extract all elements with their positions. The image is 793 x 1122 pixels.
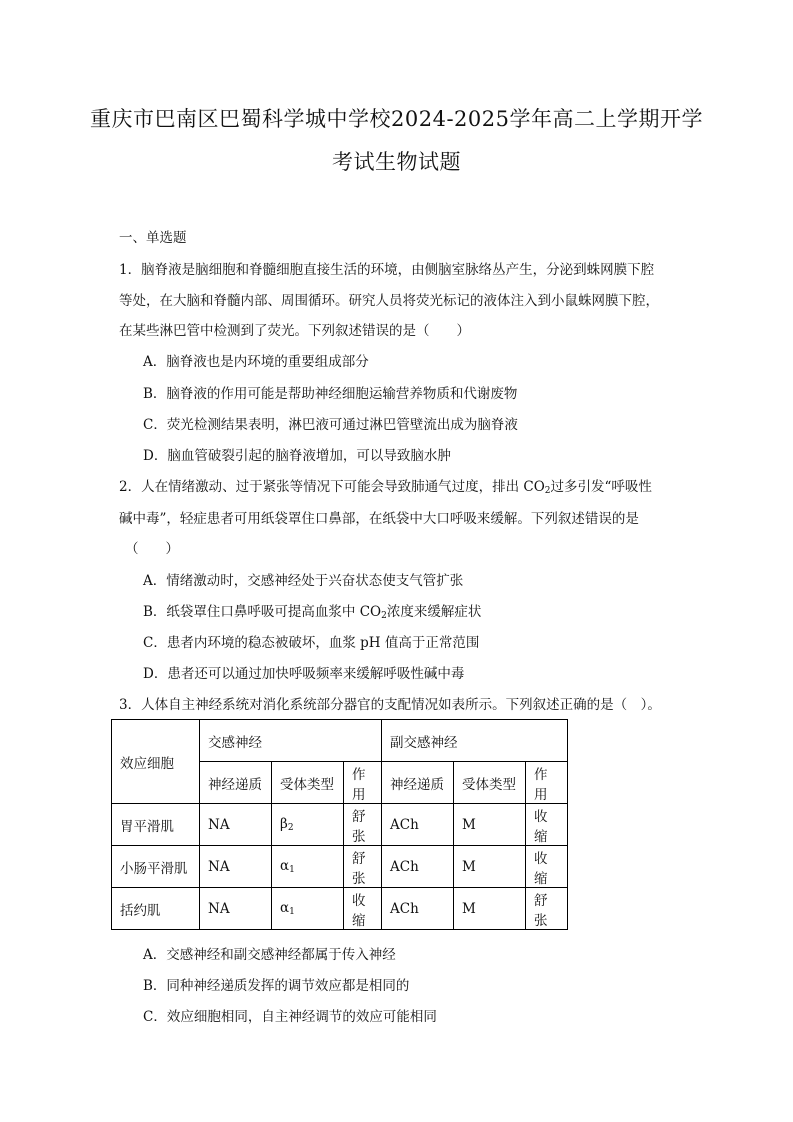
q2-option-b-text: B．纸袋罩住口鼻呼吸可提高血浆中 CO [143, 604, 382, 620]
receptor-subscript: 1 [289, 907, 295, 917]
receptor-subscript: 2 [287, 823, 294, 833]
table-cell: ACh [382, 804, 454, 846]
q2-option-d: D．患者还可以通过加快呼吸频率来缓解呼吸性碱中毒 [143, 666, 465, 682]
q3-option-b: B．同种神经递质发挥的调节效应都是相同的 [143, 978, 410, 994]
table-cell [272, 888, 344, 930]
doc-title-line2: 考试生物试题 [332, 150, 461, 174]
q1-stem-line1: 1．脑脊液是脑细胞和脊髓细胞直接生活的环境，由侧脑室脉络丛产生，分泌到蛛网膜下腔 [119, 262, 655, 278]
q3-option-c: C．效应细胞相同，自主神经调节的效应可能相同 [143, 1009, 437, 1025]
table-cell: NA [200, 846, 272, 888]
q2-stem-line1-text-end: 过多引发“呼吸性 [550, 479, 652, 495]
table-cell: 收缩 [344, 888, 382, 930]
table-cell: 收缩 [526, 804, 568, 846]
receptor-symbol: β [280, 816, 288, 832]
nerve-table [111, 719, 568, 930]
table-row [112, 888, 568, 930]
receptor-symbol: α [280, 900, 290, 916]
header-parasympathetic: 副交感神经 [382, 720, 568, 762]
table-cell: 舒张 [344, 846, 382, 888]
table-cell: 舒张 [344, 804, 382, 846]
q1-option-a: A．脑脊液也是内环境的重要组成部分 [143, 354, 369, 370]
q2-option-a: A．情绪激动时，交感神经处于兴奋状态使支气管扩张 [143, 573, 464, 589]
receptor-symbol: α [280, 858, 290, 874]
table-cell: ACh [382, 888, 454, 930]
receptor-subscript: 1 [289, 865, 295, 875]
q2-stem-line1 [119, 478, 652, 500]
subheader-cell: 作用 [526, 762, 568, 804]
table-cell: 收缩 [526, 846, 568, 888]
subheader-cell: 受体类型 [454, 762, 526, 804]
q1-option-c: C．荧光检测结果表明，淋巴液可通过淋巴管壁流出成为脑脊液 [143, 417, 518, 433]
table-cell: M [454, 846, 526, 888]
q2-stem-line1-text: 2．人在情绪激动、过于紧张等情况下可能会导致肺通气过度，排出 CO [119, 479, 545, 495]
subheader-cell: 神经递质 [200, 762, 272, 804]
table-cell: 括约肌 [112, 888, 200, 930]
q2-option-b [143, 603, 481, 625]
doc-title-line1: 重庆市巴南区巴蜀科学城中学校2024-2025学年高二上学期开学 [90, 107, 703, 131]
table-cell: ACh [382, 846, 454, 888]
table-cell: 舒张 [526, 888, 568, 930]
table-row [112, 846, 568, 888]
subheader-cell: 神经递质 [382, 762, 454, 804]
q2-co2-subscript: 2 [544, 486, 551, 496]
section-heading: 一、单选题 [119, 230, 187, 246]
table-cell: M [454, 804, 526, 846]
q1-stem-line2: 等处，在大脑和脊髓内部、周围循环。研究人员将荧光标记的液体注入到小鼠蛛网膜下腔， [119, 293, 659, 309]
table-cell [272, 804, 344, 846]
table-cell: 胃平滑肌 [112, 804, 200, 846]
q1-option-b: B．脑脊液的作用可能是帮助神经细胞运输营养物质和代谢废物 [143, 386, 518, 402]
header-sympathetic: 交感神经 [200, 720, 382, 762]
q1-option-d: D．脑血管破裂引起的脑脊液增加，可以导致脑水肿 [143, 448, 451, 464]
table-cell: NA [200, 804, 272, 846]
q3-option-a: A．交感神经和副交感神经都属于传入神经 [143, 947, 396, 963]
table-cell: 小肠平滑肌 [112, 846, 200, 888]
q2-option-b-text-end: 浓度来缓解症状 [386, 604, 482, 620]
subheader-cell: 作用 [344, 762, 382, 804]
q1-stem-line3: 在某些淋巴管中检测到了荧光。下列叙述错误的是（ ） [119, 323, 470, 339]
q2-option-b-subscript: 2 [381, 611, 387, 621]
table-cell [272, 846, 344, 888]
header-effector-cell: 效应细胞 [112, 720, 200, 804]
subheader-cell: 受体类型 [272, 762, 344, 804]
q2-stem-line3: （ ） [125, 541, 179, 557]
table-row [112, 804, 568, 846]
table-cell: NA [200, 888, 272, 930]
q2-option-c: C．患者内环境的稳态被破坏，血浆 pH 值高于正常范围 [143, 635, 480, 651]
table-cell: M [454, 888, 526, 930]
table-header-row [112, 720, 568, 762]
q2-stem-line2: 碱中毒”，轻症患者可用纸袋罩住口鼻部，在纸袋中大口呼吸来缓解。下列叙述错误的是 [119, 511, 639, 527]
q3-stem-line1: 3．人体自主神经系统对消化系统部分器官的支配情况如表所示。下列叙述正确的是（ ）。 [119, 697, 661, 713]
